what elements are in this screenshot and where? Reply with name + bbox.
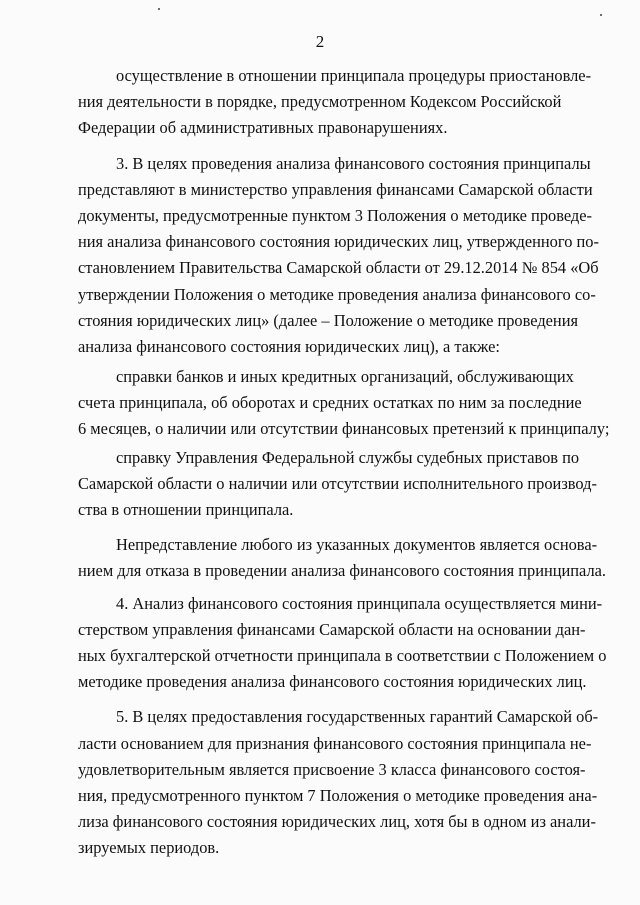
text-line: зируемых периодов.	[78, 838, 220, 858]
page-number: 2	[315, 32, 325, 51]
text-line: 5. В целях предоставления государственных гарантий Самарской об-	[116, 707, 599, 727]
text-line: 3. В целях проведения анализа финансового состояния принципалы	[116, 153, 591, 173]
text-line: ния деятельности в порядке, предусмотренном Кодексом Российской	[78, 92, 562, 112]
text-line: становлением Правительства Самарской области от 29.12.2014 № 854 «Об	[78, 258, 599, 278]
text-line: ства в отношении принципала.	[78, 500, 294, 519]
text-line: документы, предусмотренные пунктом 3 Положения о методике проведе-	[78, 205, 592, 225]
text-line: стояния юридических лиц» (далее – Положение о методике проведения	[78, 310, 579, 330]
text-line: лиза финансового состояния юридических лиц, хотя бы в одном из анали-	[78, 812, 596, 832]
text-line: Непредставление любого из указанных документов является основа-	[116, 535, 598, 555]
paragraph	[78, 591, 607, 696]
text-line: Самарской области о наличии или отсутствии исполнительного производ-	[78, 473, 597, 493]
text-line: нием для отказа в проведении анализа финансового состояния принципала.	[78, 561, 607, 581]
text-line: ных бухгалтерской отчетности принципала в соответствии с Положением о	[78, 645, 607, 665]
text-line: справки банков и иных кредитных организаций, обслуживающих	[116, 367, 574, 387]
text-line: анализа финансового состояния юридических лиц), а также:	[78, 336, 500, 356]
text-line: счета принципала, об оборотах и средних остатках по ним за последние	[78, 393, 582, 413]
text-line: ния анализа финансового состояния юридических лиц, утвержденного по-	[78, 232, 599, 252]
paragraph	[78, 704, 599, 861]
text-line: Федерации об административных правонарушениях.	[78, 118, 448, 138]
document-body	[78, 63, 610, 861]
text-line: осуществление в отношении принципала процедуры приостановле-	[116, 66, 592, 85]
text-line: стерством управления финансами Самарской области на основании дан-	[78, 619, 586, 639]
text-line: 4. Анализ финансового состояния принципала осуществляется мини-	[116, 593, 603, 613]
text-line: 6 месяцев, о наличии или отсутствии финансовых претензий к принципалу;	[78, 419, 610, 439]
text-line: ласти основанием для признания финансового состояния принципала не-	[78, 733, 592, 753]
scan-speck	[600, 14, 602, 16]
text-line: удовлетворительным является присвоение 3 класса финансового состоя-	[78, 759, 586, 779]
text-line: методике проведения анализа финансового состояния юридических лиц.	[78, 672, 587, 692]
paragraph	[78, 445, 597, 524]
paragraph	[78, 63, 592, 142]
paragraph	[78, 532, 607, 584]
text-line: представляют в министерство управления финансами Самарской области	[78, 179, 593, 199]
text-line: утверждении Положения о методике проведения анализа финансового со-	[78, 284, 596, 304]
text-line: ния, предусмотренного пунктом 7 Положения о методике проведения ана-	[78, 785, 598, 805]
paragraph	[78, 364, 610, 443]
paragraph	[78, 151, 599, 361]
text-line: справку Управления Федеральной службы судебных приставов по	[116, 447, 580, 467]
scan-speck	[158, 8, 160, 10]
